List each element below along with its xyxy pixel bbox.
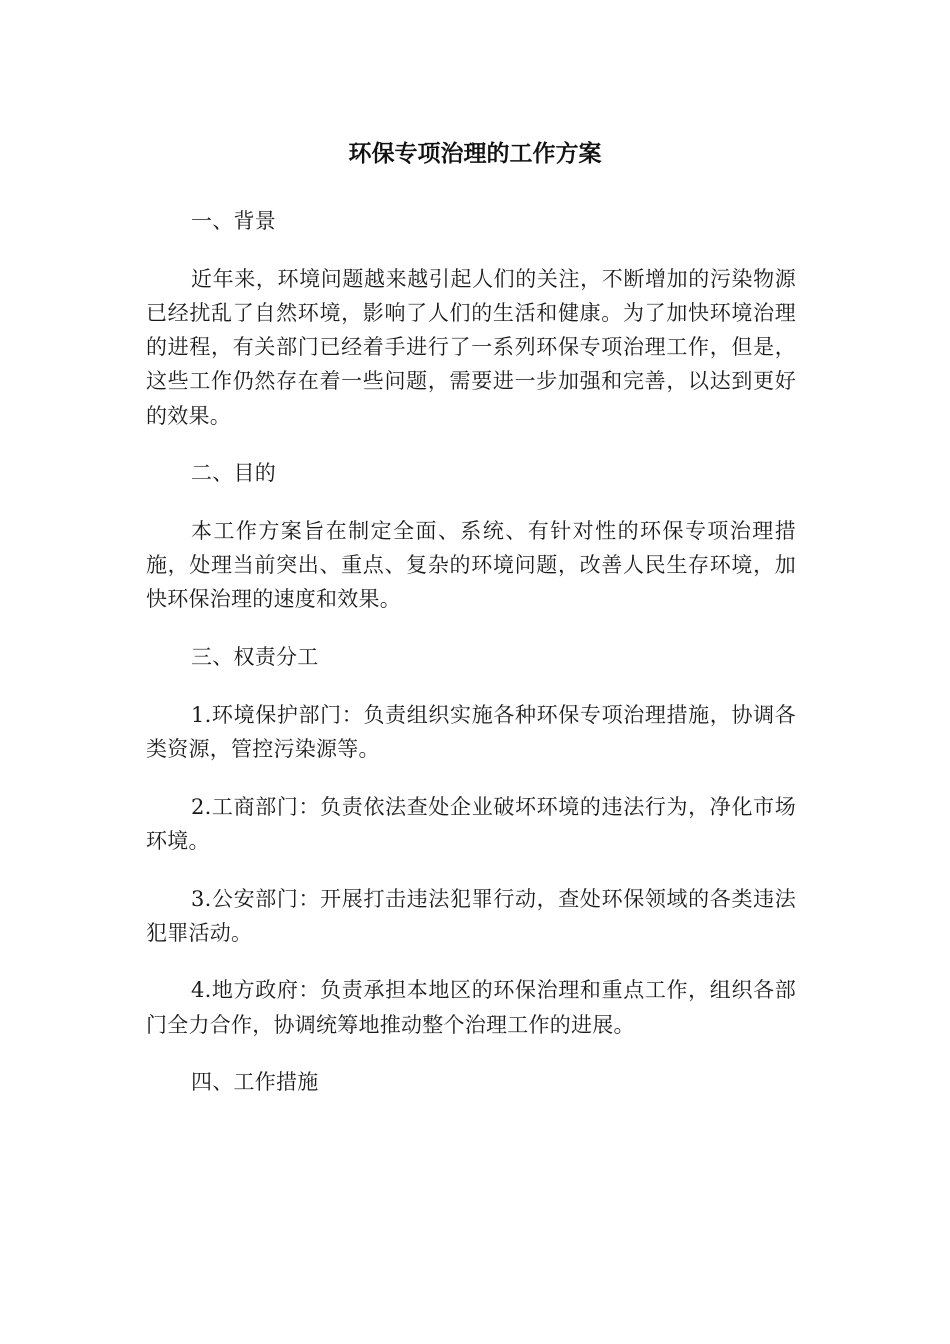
paragraph-purpose: 本工作方案旨在制定全面、系统、有针对性的环保专项治理措施，处理当前突出、重点、复杂的环境问题，改善人民生存环境，加快环保治理的速度和效果。 (146, 518, 796, 612)
section-heading-purpose: 二、目的 (191, 461, 276, 486)
paragraph-background: 近年来，环境问题越来越引起人们的关注，不断增加的污染物源已经扰乱了自然环境，影响了人们的生活和健康。为了加快环境治理的进程，有关部门已经着手进行了一系列环保专项治理工作，但是，这些工作仍然存在着一些问题，需要进一步加强和完善，以达到更好的效果。 (146, 266, 796, 428)
section-heading-measures: 四、工作措施 (191, 1070, 319, 1095)
document-body (146, 204, 796, 1123)
list-item-local-government: 4.地方政府：负责承担本地区的环保治理和重点工作，组织各部门全力合作，协调统筹地推动整个治理工作的进展。 (146, 978, 796, 1037)
document-title: 环保专项治理的工作方案 (348, 141, 602, 167)
section-heading-responsibilities: 三、权责分工 (191, 645, 319, 670)
section-heading-background: 一、背景 (191, 209, 276, 233)
list-item-commerce-dept: 2.工商部门：负责依法查处企业破坏环境的违法行为，净化市场环境。 (146, 794, 796, 853)
list-item-environmental-dept: 1.环境保护部门：负责组织实施各种环保专项治理措施，协调各类资源，管控污染源等。 (146, 702, 796, 761)
list-item-police-dept: 3.公安部门：开展打击违法犯罪行动，查处环保领域的各类违法犯罪活动。 (146, 886, 796, 945)
